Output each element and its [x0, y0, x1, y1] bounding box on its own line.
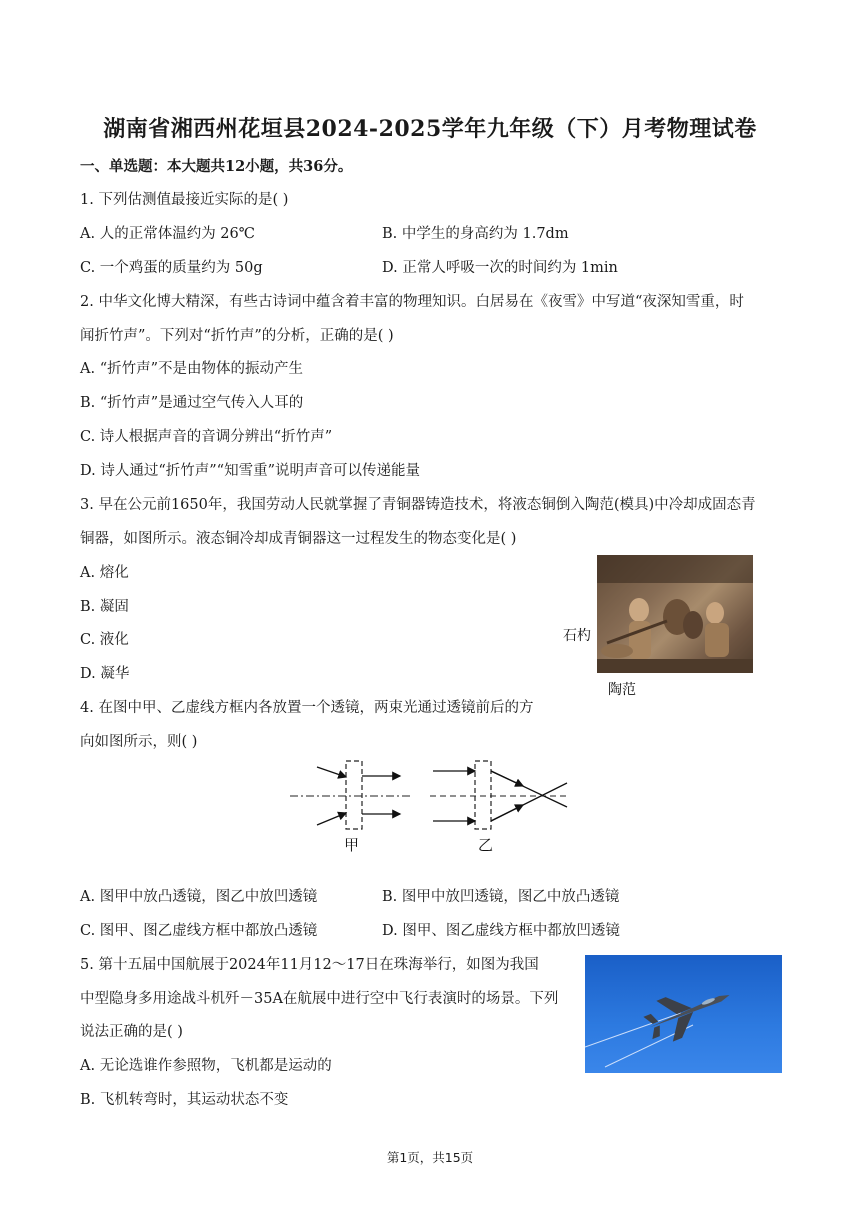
question-2-stem-line2: 闻折竹声”。下列对“折竹声”的分析，正确的是( ) — [80, 328, 394, 344]
question-3-stem-line1: 3. 早在公元前1650年，我国劳动人民就掌握了青铜器铸造技术，将液态铜倒入陶范(模具)中冷却成固态青 — [80, 497, 756, 513]
page-title: 湖南省湘西州花垣县2024-2025学年九年级（下）月考物理试卷 — [103, 116, 757, 142]
question-4-option-c: C. 图甲、图乙虚线方框中都放凸透镜 — [80, 923, 318, 939]
question-4-option-d: D. 图甲、图乙虚线方框中都放凹透镜 — [382, 923, 620, 939]
question-4-option-b: B. 图甲中放凹透镜，图乙中放凸透镜 — [382, 889, 620, 905]
question-4-stem-line1: 4. 在图中甲、乙虚线方框内各放置一个透镜，两束光通过透镜前后的方 — [80, 700, 534, 716]
lens-ray-diagram — [285, 755, 585, 855]
bronze-casting-illustration — [597, 555, 753, 673]
question-2-option-a: A. “折竹声”不是由物体的振动产生 — [80, 361, 304, 377]
question-5-stem-line2: 中型隐身多用途战斗机歼－35A在航展中进行空中飞行表演时的场景。下列 — [80, 991, 559, 1007]
bronze-casting-photo — [597, 555, 753, 673]
fighter-jet-photo — [585, 955, 782, 1073]
page-footer: 第1页，共15页 — [386, 1150, 474, 1165]
question-3-option-d: D. 凝华 — [80, 666, 130, 682]
question-5-stem-line3: 说法正确的是( ) — [80, 1024, 183, 1040]
question-5-option-b: B. 飞机转弯时，其运动状态不变 — [80, 1092, 289, 1108]
question-4-stem-line2: 向如图所示，则( ) — [80, 734, 198, 750]
lens-diagram — [285, 755, 585, 855]
figure-label-clay-mold: 陶范 — [608, 682, 636, 698]
question-1-option-d: D. 正常人呼吸一次的时间约为 1min — [382, 260, 618, 276]
question-5-option-a: A. 无论选谁作参照物，飞机都是运动的 — [80, 1058, 332, 1074]
question-1-option-c: C. 一个鸡蛋的质量约为 50g — [80, 260, 263, 276]
question-3-option-a: A. 熔化 — [80, 565, 129, 581]
question-3-option-b: B. 凝固 — [80, 599, 129, 615]
question-2-option-b: B. “折竹声”是通过空气传入人耳的 — [80, 395, 304, 411]
question-4-option-a: A. 图甲中放凸透镜，图乙中放凹透镜 — [80, 889, 318, 905]
question-2-option-d: D. 诗人通过“折竹声”“知雪重”说明声音可以传递能量 — [80, 463, 420, 479]
question-3-stem-line2: 铜器，如图所示。液态铜冷却成青铜器这一过程发生的物态变化是( ) — [80, 531, 517, 547]
question-1-option-b: B. 中学生的身高约为 1.7dm — [382, 226, 569, 242]
question-2-stem-line1: 2. 中华文化博大精深，有些古诗词中蕴含着丰富的物理知识。白居易在《夜雪》中写道“夜深知雪重，时 — [80, 294, 744, 310]
question-3-option-c: C. 液化 — [80, 632, 129, 648]
section-heading: 一、单选题：本大题共12小题，共36分。 — [80, 158, 353, 175]
figure-label-jia: 甲 — [344, 836, 360, 854]
question-2-option-c: C. 诗人根据声音的音调分辨出“折竹声” — [80, 429, 333, 445]
fighter-jet-illustration — [585, 955, 782, 1073]
question-5-stem-line1: 5. 第十五届中国航展于2024年11月12～17日在珠海举行，如图为我国 — [80, 957, 539, 973]
question-1-stem: 1. 下列估测值最接近实际的是( ) — [80, 192, 289, 208]
figure-label-stone-ladle: 石杓 — [563, 628, 591, 644]
figure-label-yi: 乙 — [478, 836, 494, 854]
question-1-option-a: A. 人的正常体温约为 26℃ — [80, 226, 255, 242]
